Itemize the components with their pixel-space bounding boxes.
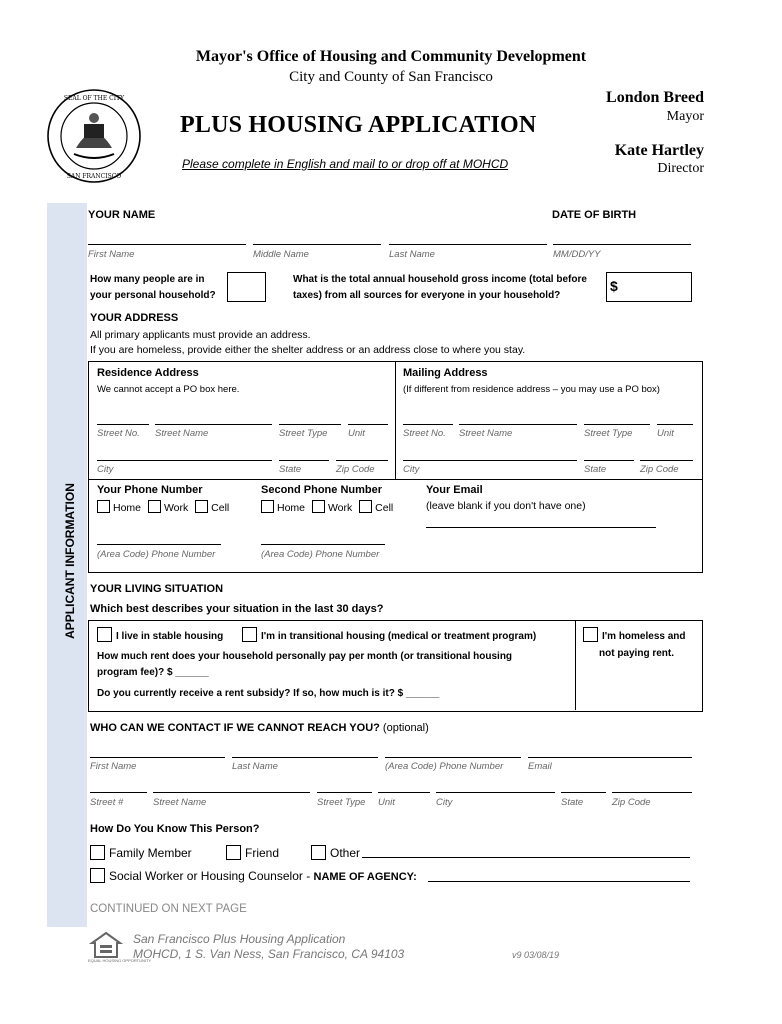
other-checkbox[interactable]: [311, 845, 326, 860]
family-member-checkbox[interactable]: [90, 845, 105, 860]
middle-name-hint: Middle Name: [253, 249, 309, 260]
middle-name-field[interactable]: [253, 244, 381, 245]
svg-text:SAN FRANCISCO: SAN FRANCISCO: [66, 173, 122, 180]
email-note: (leave blank if you don't have one): [426, 500, 586, 512]
city-seal-logo: [46, 88, 142, 184]
rent-question: How much rent does your household personally pay per month (or transitional housing program fee)? $ ______: [97, 651, 513, 678]
stable-housing-checkbox[interactable]: [97, 627, 112, 642]
second-phone-cell-checkbox[interactable]: [359, 500, 372, 513]
contact-state-field[interactable]: [561, 792, 606, 793]
first-name-field[interactable]: [88, 244, 246, 245]
mailing-note: (If different from residence address – you may use a PO box): [403, 384, 660, 395]
version-label: v9 03/08/19: [512, 950, 560, 960]
email-field[interactable]: [426, 527, 656, 528]
residence-title: Residence Address: [97, 367, 199, 379]
contact-city-field[interactable]: [436, 792, 555, 793]
continued-note: CONTINUED ON NEXT PAGE: [90, 903, 247, 915]
your-phone-type-options: Home Work Cell: [97, 500, 233, 514]
contact-unit-field[interactable]: [378, 792, 430, 793]
contact-state-hint: State: [561, 797, 584, 808]
homeless-checkbox[interactable]: [583, 627, 598, 642]
subsidy-question: Do you currently receive a rent subsidy? If so, how much is it? $ ______: [97, 688, 440, 699]
contact-unit-hint: Unit: [378, 797, 395, 808]
friend-option[interactable]: Friend: [226, 845, 279, 860]
contact-first-field[interactable]: [90, 757, 225, 758]
res-city-hint: City: [97, 464, 114, 475]
contact-heading: WHO CAN WE CONTACT IF WE CANNOT REACH YOU? (optional): [90, 722, 429, 734]
contact-street-type-hint: Street Type: [317, 797, 366, 808]
social-worker-checkbox[interactable]: [90, 868, 105, 883]
second-phone-field[interactable]: [261, 544, 385, 545]
income-question: What is the total annual household gross income (total before taxes) from all sources for everyone in your household?: [293, 274, 587, 301]
mail-unit-field[interactable]: [657, 424, 693, 425]
mail-street-type-hint: Street Type: [584, 428, 633, 439]
your-phone-field[interactable]: [97, 544, 221, 545]
mail-city-field[interactable]: [403, 460, 577, 461]
res-state-field[interactable]: [279, 460, 329, 461]
second-phone-home-checkbox[interactable]: [261, 500, 274, 513]
agency-name-field[interactable]: [428, 881, 690, 882]
mail-city-hint: City: [403, 464, 420, 475]
email-title: Your Email: [426, 484, 483, 496]
res-state-hint: State: [279, 464, 302, 475]
second-phone-title: Second Phone Number: [261, 484, 383, 496]
mail-zip-field[interactable]: [640, 460, 693, 461]
res-city-field[interactable]: [97, 460, 272, 461]
footer-line-2: MOHCD, 1 S. Van Ness, San Francisco, CA 94103: [133, 947, 405, 961]
income-input[interactable]: [606, 272, 692, 302]
mail-zip-hint: Zip Code: [640, 464, 679, 475]
contact-street-name-field[interactable]: [153, 792, 310, 793]
contact-last-field[interactable]: [232, 757, 378, 758]
res-street-no-field[interactable]: [97, 424, 149, 425]
mail-street-name-hint: Street Name: [459, 428, 513, 439]
res-street-no-hint: Street No.: [97, 428, 140, 439]
mayor-name: London Breed: [606, 89, 704, 106]
living-heading: YOUR LIVING SITUATION: [90, 583, 224, 595]
address-box-divider: [395, 361, 396, 479]
mail-street-no-field[interactable]: [403, 424, 453, 425]
social-worker-option[interactable]: Social Worker or Housing Counselor - NAME OF AGENCY:: [90, 868, 417, 883]
dollar-sign: $: [610, 278, 618, 294]
equal-housing-caption: EQUAL HOUSING OPPORTUNITY: [88, 958, 152, 963]
household-size-input[interactable]: [227, 272, 266, 302]
last-name-hint: Last Name: [389, 249, 435, 260]
contact-zip-field[interactable]: [612, 792, 692, 793]
contact-first-hint: First Name: [90, 761, 137, 772]
living-box-divider: [575, 620, 576, 710]
address-heading: YOUR ADDRESS: [90, 312, 179, 324]
applicant-info-label: APPLICANT INFORMATION: [63, 483, 77, 639]
mayor-title: Mayor: [666, 109, 704, 124]
contact-street-type-field[interactable]: [317, 792, 372, 793]
household-question: How many people are in your personal household?: [90, 274, 216, 301]
contact-email-field[interactable]: [528, 757, 692, 758]
mail-street-type-field[interactable]: [584, 424, 650, 425]
other-option[interactable]: Other: [311, 845, 360, 860]
contact-city-hint: City: [436, 797, 453, 808]
footer-line-1: San Francisco Plus Housing Application: [133, 932, 346, 946]
contact-street-no-hint: Street #: [90, 797, 124, 808]
res-street-type-field[interactable]: [279, 424, 341, 425]
mail-state-hint: State: [584, 464, 607, 475]
dob-hint: MM/DD/YY: [553, 249, 601, 260]
city-name: City and County of San Francisco: [289, 69, 493, 85]
homeless-option[interactable]: I'm homeless and not paying rent.: [583, 627, 686, 662]
your-phone-home-checkbox[interactable]: [97, 500, 110, 513]
your-phone-hint: (Area Code) Phone Number: [97, 549, 216, 560]
office-name: Mayor's Office of Housing and Community Development: [195, 48, 587, 65]
res-unit-field[interactable]: [348, 424, 388, 425]
svg-text:SEAL OF THE CITY: SEAL OF THE CITY: [63, 95, 125, 102]
your-phone-cell-checkbox[interactable]: [195, 500, 208, 513]
mail-street-name-field[interactable]: [459, 424, 577, 425]
friend-checkbox[interactable]: [226, 845, 241, 860]
mail-street-no-hint: Street No.: [403, 428, 446, 439]
your-phone-work-checkbox[interactable]: [148, 500, 161, 513]
residence-note: We cannot accept a PO box here.: [97, 384, 240, 395]
contact-zip-hint: Zip Code: [612, 797, 651, 808]
relationship-question: How Do You Know This Person?: [90, 823, 260, 835]
contact-email-hint: Email: [528, 761, 552, 772]
second-phone-type-options: Home Work Cell: [261, 500, 397, 514]
dob-heading: DATE OF BIRTH: [552, 209, 637, 221]
res-street-name-hint: Street Name: [155, 428, 209, 439]
page-title: PLUS HOUSING APPLICATION: [180, 112, 537, 138]
mail-unit-hint: Unit: [657, 428, 674, 439]
transitional-housing-option[interactable]: I'm in transitional housing (medical or treatment program): [242, 627, 540, 642]
res-street-type-hint: Street Type: [279, 428, 328, 439]
address-box-hline: [88, 479, 702, 480]
first-name-hint: First Name: [88, 249, 135, 260]
contact-last-hint: Last Name: [232, 761, 278, 772]
address-note-2: If you are homeless, provide either the shelter address or an address close to where you stay.: [90, 344, 526, 356]
contact-phone-field[interactable]: [385, 757, 521, 758]
res-unit-hint: Unit: [348, 428, 365, 439]
last-name-field[interactable]: [389, 244, 547, 245]
director-name: Kate Hartley: [614, 142, 704, 159]
res-zip-field[interactable]: [336, 460, 388, 461]
contact-street-no-field[interactable]: [90, 792, 147, 793]
res-zip-hint: Zip Code: [336, 464, 375, 475]
second-phone-work-checkbox[interactable]: [312, 500, 325, 513]
res-street-name-field[interactable]: [155, 424, 272, 425]
mail-state-field[interactable]: [584, 460, 634, 461]
second-phone-hint: (Area Code) Phone Number: [261, 549, 380, 560]
your-name-heading: YOUR NAME: [88, 209, 156, 221]
director-title: Director: [657, 161, 704, 176]
contact-street-name-hint: Street Name: [153, 797, 207, 808]
other-specify-field[interactable]: [362, 857, 690, 858]
stable-housing-option[interactable]: I live in stable housing: [97, 627, 227, 642]
mailing-title: Mailing Address: [403, 367, 488, 379]
submission-instructions: Please complete in English and mail to or drop off at MOHCD: [182, 157, 509, 171]
contact-phone-hint: (Area Code) Phone Number: [385, 761, 504, 772]
address-note-1: All primary applicants must provide an address.: [90, 329, 311, 341]
equal-housing-icon: [88, 931, 152, 965]
family-member-option[interactable]: Family Member: [90, 845, 192, 860]
living-question: Which best describes your situation in the last 30 days?: [90, 603, 384, 615]
your-phone-title: Your Phone Number: [97, 484, 203, 496]
dob-field[interactable]: [553, 244, 691, 245]
transitional-housing-checkbox[interactable]: [242, 627, 257, 642]
